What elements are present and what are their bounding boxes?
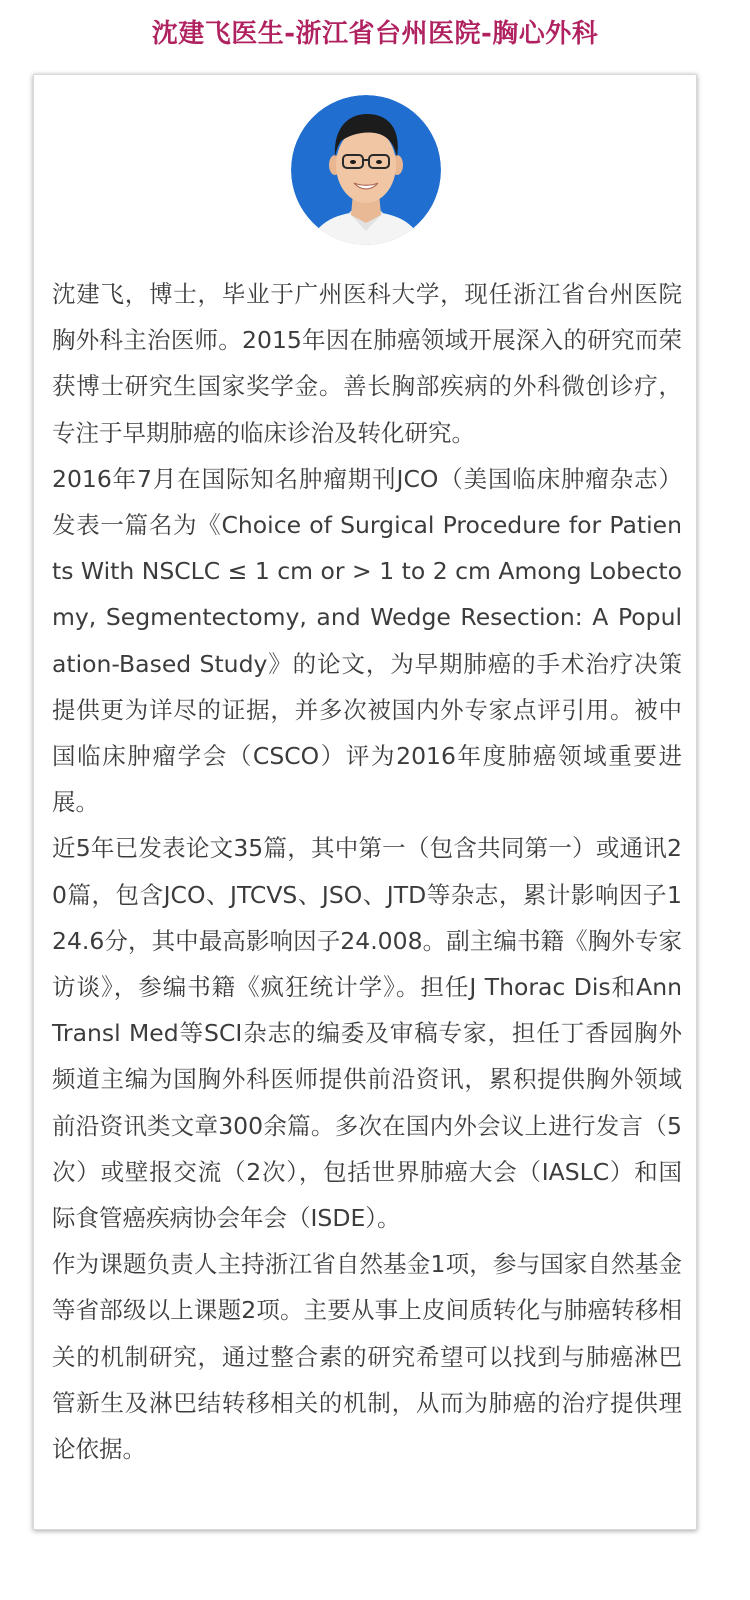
page-title: 沈建飞医生-浙江省台州医院-胸心外科	[151, 19, 599, 49]
bio-paragraph-publication: 2016年7月在国际知名肿瘤期刊JCO（美国临床肿瘤杂志）发表一篇名为《Choice of Surgical Procedure for Patients With NSCLC ≤ 1 cm or > 1 to 2 cm Among Lobectomy, Segmentectomy, and Wedge Resection: A Population-Based Study》的论文，为早期肺癌的手术治疗决策提供更为详尽的证据，并多次被国内外专家点评引用。被中国临床肿瘤学会（CSCO）评为2016年度肺癌领域重要进展。	[52, 464, 682, 817]
profile-card	[33, 74, 697, 1530]
doctor-avatar	[291, 95, 441, 245]
doctor-portrait-image	[291, 95, 441, 245]
bio-paragraph-research: 作为课题负责人主持浙江省自然基金1项，参与国家自然基金等省部级以上课题2项。主要从事上皮间质转化与肺癌转移相关的机制研究，通过整合素的研究希望可以找到与肺癌淋巴管新生及淋巴结转移相关的机制，从而为肺癌的治疗提供理论依据。	[52, 1250, 682, 1464]
bio-paragraph-education: 沈建飞，博士，毕业于广州医科大学，现任浙江省台州医院胸外科主治医师。2015年因在肺癌领域开展深入的研究而荣获博士研究生国家奖学金。善长胸部疾病的外科微创诊疗，专注于早期肺癌的临床诊治及转化研究。	[52, 280, 682, 447]
right-eye-shape	[376, 160, 382, 164]
bio-paragraph-achievements: 近5年已发表论文35篇，其中第一（包含共同第一）或通讯20篇，包含JCO、JTCVS、JSO、JTD等杂志，累计影响因子124.6分，其中最高影响因子24.008。副主编书籍《胸外专家访谈》，参编书籍《疯狂统计学》。担任J Thorac Dis和Ann Transl Med等SCI杂志的编委及审稿专家，担任丁香园胸外频道主编为国胸外科医师提供前沿资讯，累积提供胸外领域前沿资讯类文章300余篇。多次在国内外会议上进行发言（5次）或壁报交流（2次），包括世界肺癌大会（IASLC）和国际食管癌疾病协会年会（ISDE）。	[52, 834, 682, 1233]
doctor-bio	[52, 271, 682, 1472]
left-eye-shape	[350, 160, 356, 164]
